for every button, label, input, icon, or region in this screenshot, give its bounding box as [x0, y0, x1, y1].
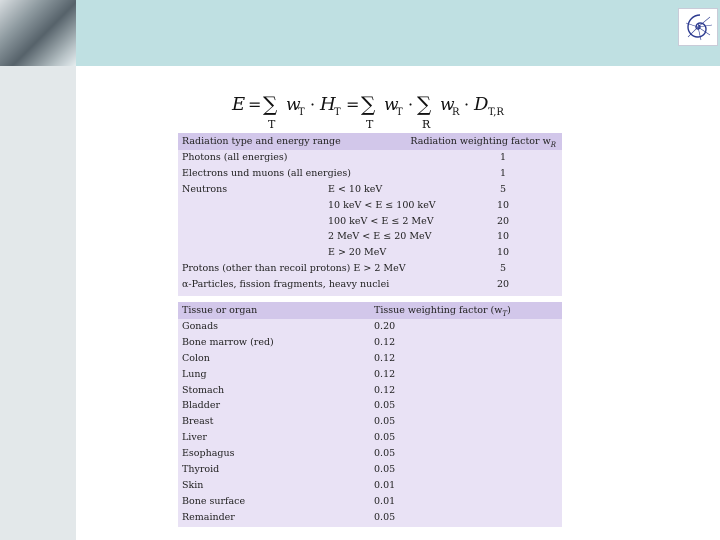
radiation-factor-cell: 5 — [499, 183, 507, 195]
radiation-factor-cell: 10 — [496, 247, 510, 259]
table-row — [178, 166, 562, 182]
radiation-factor-header: Radiation weighting factor $w_R$ — [410, 136, 556, 149]
table-row — [178, 383, 562, 399]
formula-sum-3: ∑ — [417, 92, 432, 116]
tissue-organ-cell: Thyroid — [182, 464, 220, 476]
table-row — [178, 494, 562, 510]
formula-equals-2: = — [346, 95, 360, 114]
table-row — [178, 150, 562, 166]
tissue-weighting-table — [178, 302, 562, 527]
table-row — [178, 277, 562, 293]
energy-range-cell: 10 keV < E ≤ 100 keV — [328, 199, 436, 211]
tissue-factor-cell: 0.01 — [374, 495, 396, 507]
table-row — [178, 478, 562, 494]
tissue-organ-cell: Gonads — [182, 321, 219, 332]
energy-range-cell: 2 MeV < E ≤ 20 MeV — [328, 231, 432, 243]
table-row — [178, 214, 562, 230]
table-row — [178, 430, 562, 446]
table-row — [178, 182, 562, 198]
formula-wR: w — [440, 95, 455, 115]
radiation-factor-cell: 10 — [496, 199, 510, 211]
left-sidebar-band — [0, 66, 76, 540]
tissue-organ-cell: Lung — [182, 368, 207, 380]
table-row — [178, 398, 562, 414]
tissue-table-body — [178, 319, 562, 526]
radiation-factor-cell: 5 — [499, 263, 507, 275]
radiation-type-cell: Electrons und muons (all energies) — [182, 167, 351, 179]
table-row — [178, 351, 562, 367]
tissue-organ-cell: Breast — [182, 416, 214, 428]
tissue-factor-cell: 0.01 — [374, 479, 396, 491]
tissue-factor-cell: 0.05 — [374, 432, 396, 444]
formula-E: E — [232, 94, 246, 115]
formula-wT-2: w — [384, 95, 399, 115]
tissue-factor-cell: 0.12 — [374, 384, 396, 396]
tissue-factor-header: Tissue weighting factor $(w_T)$ — [374, 305, 511, 318]
radiation-factor-cell: 1 — [499, 152, 507, 163]
formula-wT-sub: T — [298, 107, 305, 118]
corner-decoration — [0, 0, 76, 66]
formula-wR-sub: R — [452, 107, 460, 118]
energy-range-cell: E > 20 MeV — [328, 247, 387, 259]
nautilus-spiral-logo-icon — [678, 8, 718, 46]
radiation-type-cell: Neutrons — [182, 183, 228, 195]
radiation-factor-cell: 1 — [499, 167, 507, 179]
tissue-organ-cell: Bone surface — [182, 495, 246, 507]
table-row — [178, 245, 562, 261]
tissue-factor-cell: 0.20 — [374, 321, 396, 332]
tissue-factor-cell: 0.05 — [374, 400, 396, 412]
header-band — [0, 0, 720, 66]
radiation-weighting-table — [178, 133, 562, 296]
table-row — [178, 510, 562, 526]
radiation-table-body — [178, 150, 562, 293]
radiation-type-cell: Protons (other than recoil protons) E > 2 MeV — [182, 263, 406, 275]
table-row — [178, 414, 562, 430]
energy-range-cell: E < 10 keV — [328, 183, 383, 195]
tissue-factor-cell: 0.05 — [374, 448, 396, 460]
table-row — [178, 335, 562, 351]
tissue-organ-cell: Esophagus — [182, 448, 235, 460]
tissue-organ-cell: Bladder — [182, 400, 221, 412]
table-row — [178, 319, 562, 335]
formula-sum-sub-3: R — [422, 118, 431, 131]
formula-sum-sub-1: T — [268, 118, 276, 131]
radiation-factor-cell: 20 — [496, 215, 510, 227]
tissue-table-header — [178, 302, 562, 319]
radiation-table-header — [178, 133, 562, 150]
table-row — [178, 229, 562, 245]
formula-dot-2: · — [408, 95, 414, 114]
tissue-organ-cell: Stomach — [182, 384, 225, 396]
tissue-factor-cell: 0.12 — [374, 336, 396, 348]
formula-HT: H — [320, 94, 336, 115]
formula-sum-sub-2: T — [366, 118, 374, 131]
radiation-type-cell: Photons (all energies) — [182, 152, 288, 163]
formula-equals-1: = — [248, 95, 262, 114]
table-row — [178, 198, 562, 214]
tissue-organ-cell: Skin — [182, 479, 204, 491]
formula-wT-sub-2: T — [396, 107, 403, 118]
tissue-organ-cell: Liver — [182, 432, 207, 444]
tissue-organ-cell: Colon — [182, 352, 210, 364]
tissue-factor-cell: 0.05 — [374, 416, 396, 428]
tissue-factor-cell: 0.12 — [374, 368, 396, 380]
tissue-organ-cell: Bone marrow (red) — [182, 336, 274, 348]
radiation-factor-cell: 20 — [496, 279, 510, 291]
tissue-organ-cell: Remainder — [182, 511, 235, 523]
table-row — [178, 446, 562, 462]
table-row — [178, 462, 562, 478]
radiation-type-header: Radiation type and energy range — [182, 136, 341, 147]
energy-range-cell: 100 keV < E ≤ 2 MeV — [328, 215, 434, 227]
tissue-organ-header: Tissue or organ — [182, 305, 258, 316]
formula-D: D — [474, 94, 489, 115]
table-row — [178, 367, 562, 383]
formula-HT-sub: T — [334, 107, 341, 118]
formula-wT: w — [286, 95, 301, 115]
formula-dot-3: · — [464, 95, 470, 114]
tissue-factor-cell: 0.05 — [374, 464, 396, 476]
tissue-factor-cell: 0.05 — [374, 511, 396, 523]
formula-sum-2: ∑ — [361, 92, 376, 116]
table-row — [178, 261, 562, 277]
effective-dose-formula — [230, 88, 530, 132]
radiation-type-cell: α-Particles, fission fragments, heavy nuclei — [182, 279, 390, 291]
radiation-factor-cell: 10 — [496, 231, 510, 243]
formula-sum-1: ∑ — [263, 92, 278, 116]
formula-dot-1: · — [310, 95, 316, 114]
tissue-factor-cell: 0.12 — [374, 352, 396, 364]
formula-D-sub: T,R — [488, 107, 504, 118]
